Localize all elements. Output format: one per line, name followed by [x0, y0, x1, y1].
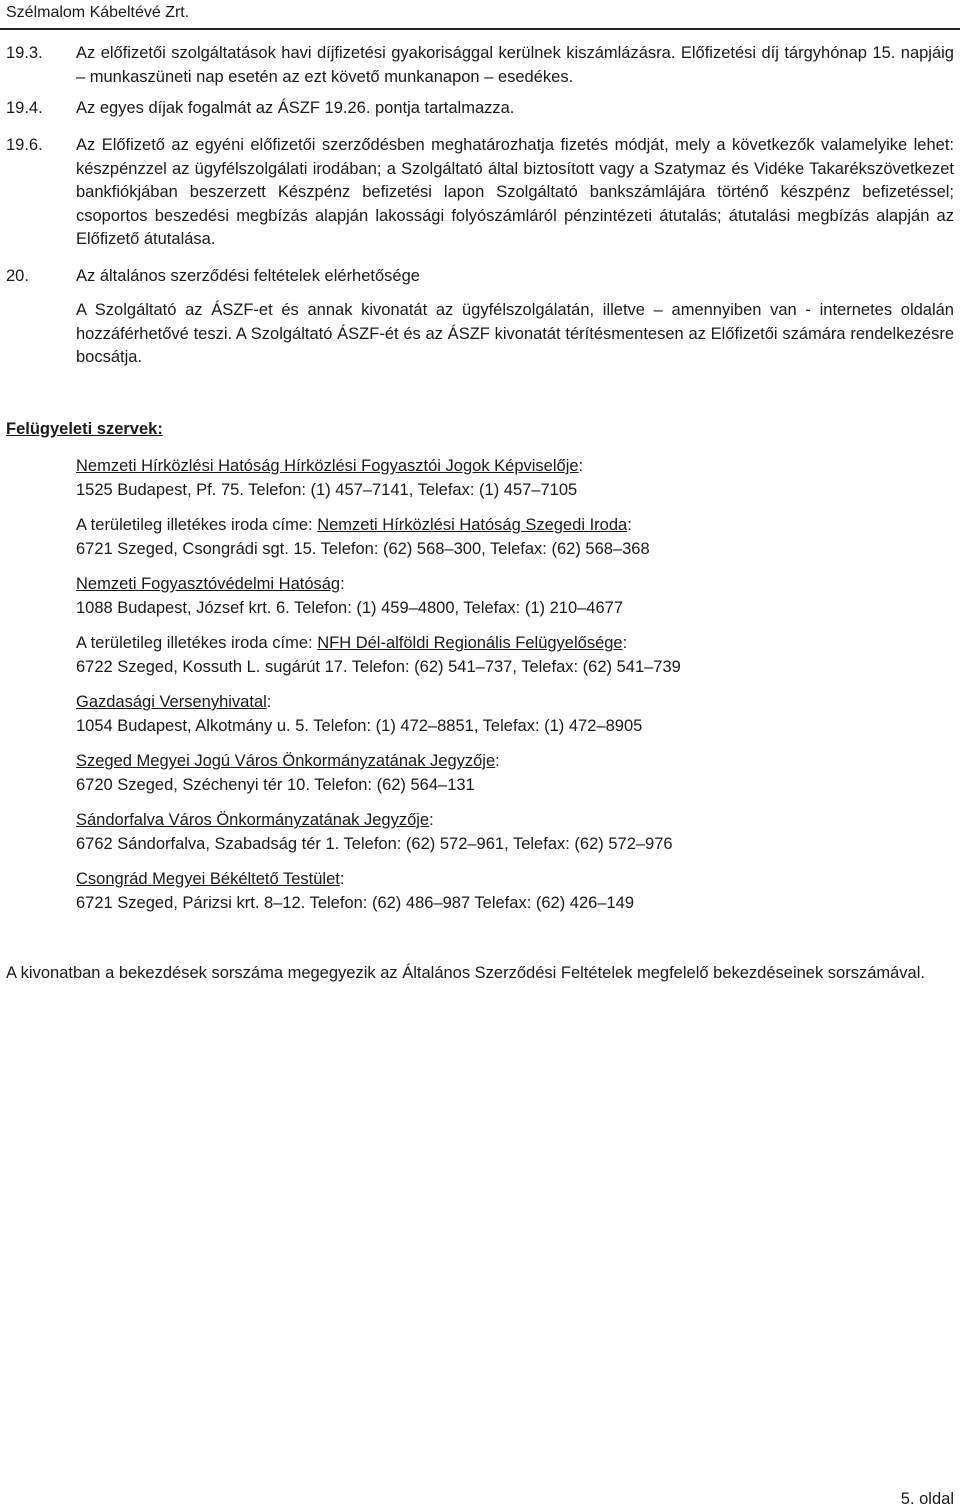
section-text: Az Előfizető az egyéni előfizetői szerződésben meghatározhatja fizetés módját, mely a következők valamelyike lehet: készpénzzel az ügyfélszolgálati irodában; a Szolgáltató által biztosított vagy a Szatymaz és Vidéke Takarékszövetkezet bankfiókjában beszerzett Készpénz befizetési lapon Szolgáltató bankszámlájára történő készpénz befizetéssel; csoportos beszedési megbízás alapján lakossági folyószámláról pénzintézeti átutalás; átutalási megbízás alapján az Előfizető átutalása.: [76, 136, 954, 248]
authority-name-line: [76, 573, 954, 597]
authority-suffix: :: [578, 457, 584, 475]
section-19-4: [6, 97, 954, 121]
authority-prefix: A területileg illetékes iroda címe:: [76, 516, 318, 534]
section-19-3: [6, 42, 954, 89]
authority-name: Sándorfalva Város Önkormányzatának Jegyzője: [76, 811, 430, 829]
authority-entry: [76, 573, 954, 620]
authority-entry: [76, 455, 954, 502]
authority-entry: [76, 750, 954, 797]
authority-name-line: [76, 809, 954, 833]
authority-suffix: :: [429, 811, 434, 829]
authority-address: 6721 Szeged, Párizsi krt. 8–12. Telefon: (62) 486–987 Telefax: (62) 426–149: [76, 893, 635, 912]
section-text: Az előfizetői szolgáltatások havi díjfizetési gyakorisággal kerülnek kiszámlázásra. Előfizetési díj tárgyhónap 15. napjáig – munkaszüneti nap esetén az ezt követő munkanapon – esedékes.: [76, 44, 954, 86]
authority-suffix: :: [622, 634, 628, 652]
section-number: 20.: [6, 267, 29, 285]
authority-name-line: [76, 868, 954, 892]
authority-address: 1054 Budapest, Alkotmány u. 5. Telefon: (1) 472–8851, Telefax: (1) 472–8905: [76, 716, 643, 735]
page-number: 5. oldal: [900, 1490, 954, 1508]
section-20: [6, 265, 954, 289]
authority-name: Csongrád Megyei Békéltető Testület: [76, 870, 340, 888]
authority-name-line: [76, 750, 954, 774]
authority-suffix: :: [339, 870, 345, 888]
authority-name-line: [76, 691, 954, 715]
section-19-6: [6, 134, 954, 252]
authority-name-line: [76, 455, 954, 479]
company-name: Szélmalom Kábeltévé Zrt.: [6, 4, 190, 21]
authority-address: 6720 Szeged, Széchenyi tér 10. Telefon: (62) 564–131: [76, 775, 475, 794]
section-20-body: A Szolgáltató az ÁSZF-et és annak kivonatát az ügyfélszolgálatán, illetve – amennyiben van - internetes oldalán hozzáférhetővé teszi. A Szolgáltató ÁSZF-ét és az ÁSZF kivonatát térítésmentesen az Előfizetői számára rendelkezésre bocsátja.: [76, 301, 954, 366]
authority-entry: [76, 691, 954, 738]
page-header: [0, 0, 960, 30]
authority-suffix: :: [266, 693, 272, 711]
authority-name: Szeged Megyei Jogú Város Önkormányzatának Jegyzője: [76, 752, 496, 770]
authority-name-line: [76, 514, 954, 538]
section-number: 19.6.: [6, 136, 43, 154]
authority-address: 6762 Sándorfalva, Szabadság tér 1. Telefon: (62) 572–961, Telefax: (62) 572–976: [76, 834, 673, 853]
authority-name: Nemzeti Hírközlési Hatóság Hírközlési Fogyasztói Jogok Képviselője: [76, 457, 579, 475]
authority-name: Nemzeti Fogyasztóvédelmi Hatóság: [76, 575, 341, 593]
authority-name-line: [76, 632, 954, 656]
authority-name: NFH Dél-alföldi Regionális Felügyelősége: [317, 634, 623, 652]
authority-address: 6722 Szeged, Kossuth L. sugárút 17. Telefon: (62) 541–737, Telefax: (62) 541–739: [76, 657, 681, 676]
authority-suffix: :: [495, 752, 500, 770]
authority-entry: [76, 632, 954, 679]
authority-address: 1525 Budapest, Pf. 75. Telefon: (1) 457–7141, Telefax: (1) 457–7105: [76, 480, 578, 499]
section-text: Az egyes díjak fogalmát az ÁSZF 19.26. pontja tartalmazza.: [76, 99, 515, 117]
authority-entry: [76, 868, 954, 915]
section-number: 19.3.: [6, 44, 43, 62]
authority-suffix: :: [627, 516, 632, 534]
supervisory-heading: Felügyeleti szervek:: [6, 420, 163, 438]
authority-entry: [76, 809, 954, 856]
section-number: 19.4.: [6, 99, 43, 117]
authority-suffix: :: [340, 575, 345, 593]
authority-name: Nemzeti Hírközlési Hatóság Szegedi Iroda: [317, 516, 628, 534]
authority-entry: [76, 514, 954, 561]
authority-address: 1088 Budapest, József krt. 6. Telefon: (1) 459–4800, Telefax: (1) 210–4677: [76, 598, 624, 617]
authority-prefix: A területileg illetékes iroda címe:: [76, 634, 318, 652]
authority-address: 6721 Szeged, Csongrádi sgt. 15. Telefon: (62) 568–300, Telefax: (62) 568–368: [76, 539, 650, 558]
footer-note: A kivonatban a bekezdések sorszáma megegyezik az Általános Szerződési Feltételek megfelelő bekezdéseinek sorszámával.: [6, 964, 925, 982]
authority-name: Gazdasági Versenyhivatal: [76, 693, 267, 711]
section-title: Az általános szerződési feltételek elérhetősége: [76, 267, 420, 285]
